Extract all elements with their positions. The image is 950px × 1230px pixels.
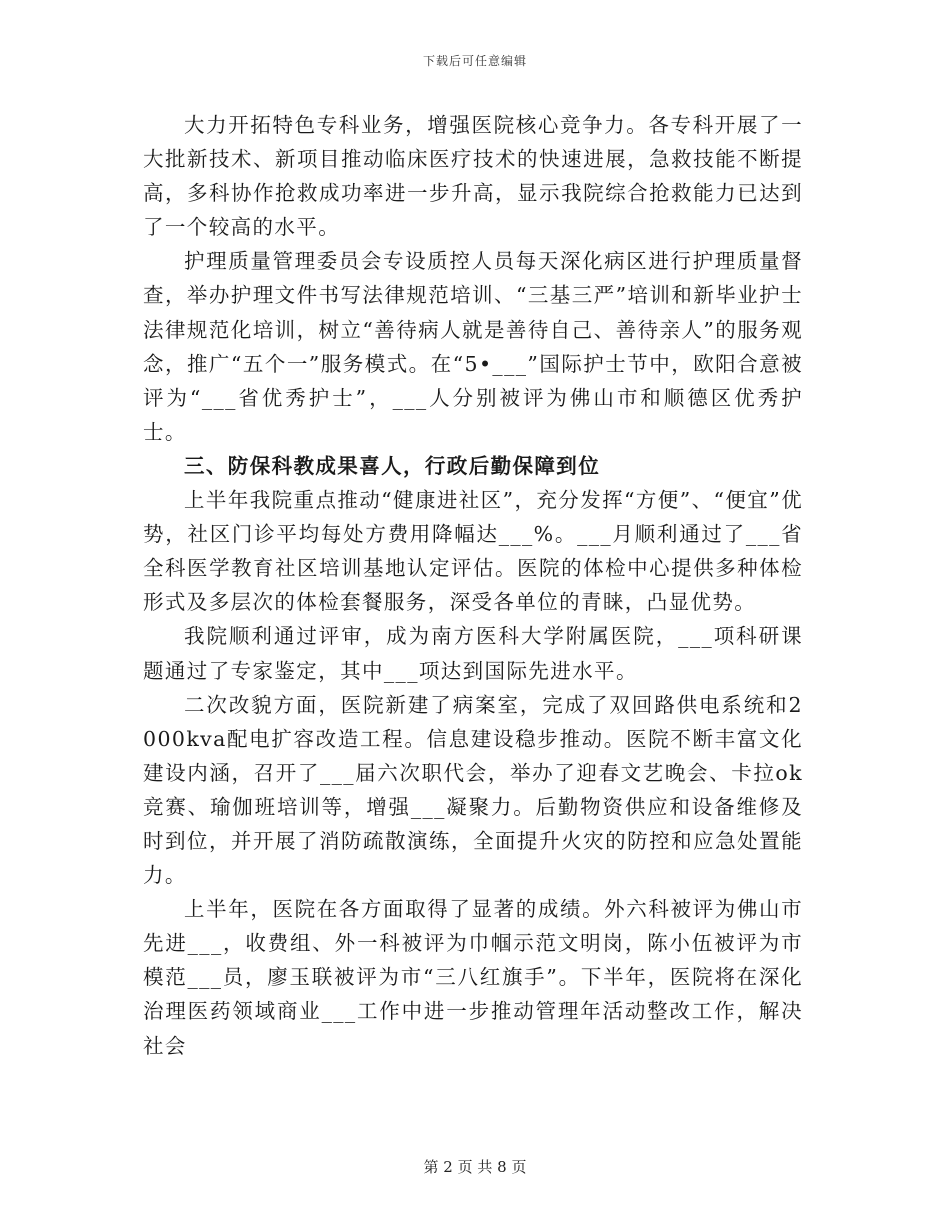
paragraph-achievements: 上半年，医院在各方面取得了显著的成绩。外六科被评为佛山市先进___，收费组、外一科被评为巾帼示范文明岗，陈小伍被评为市模范___员，廖玉联被评为市“三八红旗手”。下半年，医院将在深化治理医药领域商业___工作中进一步推动管理年活动整改工作，解决社会 — [143, 897, 803, 1058]
page-header: 下载后可任意编辑 — [422, 54, 527, 68]
page-number: 第 2 页 共 8 页 — [423, 1158, 527, 1176]
paragraph-nursing: 护理质量管理委员会专设质控人员每天深化病区进行护理质量督查，举办护理文件书写法律规范培训、“三基三严”培训和新毕业护士法律规范化培训，树立“善待病人就是善待自己、善待亲人”的服务观念，推广“五个一”服务模式。在“5•___”国际护士节中，欧阳合意被评为“___省优秀护士”，___人分别被评为佛山市和顺德区优秀护士。 — [143, 249, 803, 444]
paragraph-research: 我院顺利通过评审，成为南方医科大学附属医院，___项科研课题通过了专家鉴定，其中___项达到国际先进水平。 — [143, 624, 803, 683]
paragraph-renovation: 二次改貌方面，医院新建了病案室，完成了双回路供电系统和2000kva配电扩容改造工程。信息建设稳步推动。医院不断丰富文化建设内涵，召开了___届六次职代会，举办了迎春文艺晚会、卡拉ok竞赛、瑜伽班培训等，增强___凝聚力。后勤物资供应和设备维修及时到位，并开展了消防疏散演练，全面提升火灾的防控和应急处置能力。 — [143, 692, 803, 888]
paragraph-specialty: 大力开拓特色专科业务，增强医院核心竞争力。各专科开展了一大批新技术、新项目推动临床医疗技术的快速进展，急救技能不断提高，多科协作抢救成功率进一步升高，显示我院综合抢救能力已达到了一个较高的水平。 — [143, 113, 803, 240]
section-heading: 三、防保科教成果喜人，行政后勤保障到位 — [184, 453, 601, 478]
document-body — [143, 108, 803, 1063]
paragraph-community: 上半年我院重点推动“健康进社区”，充分发挥“方便”、“便宜”优势，社区门诊平均每处方费用降幅达___%。___月顺利通过了___省全科医学教育社区培训基地认定评估。医院的体检中心提供多种体检形式及多层次的体检套餐服务，深受各单位的青睐，凸显优势。 — [143, 488, 803, 615]
